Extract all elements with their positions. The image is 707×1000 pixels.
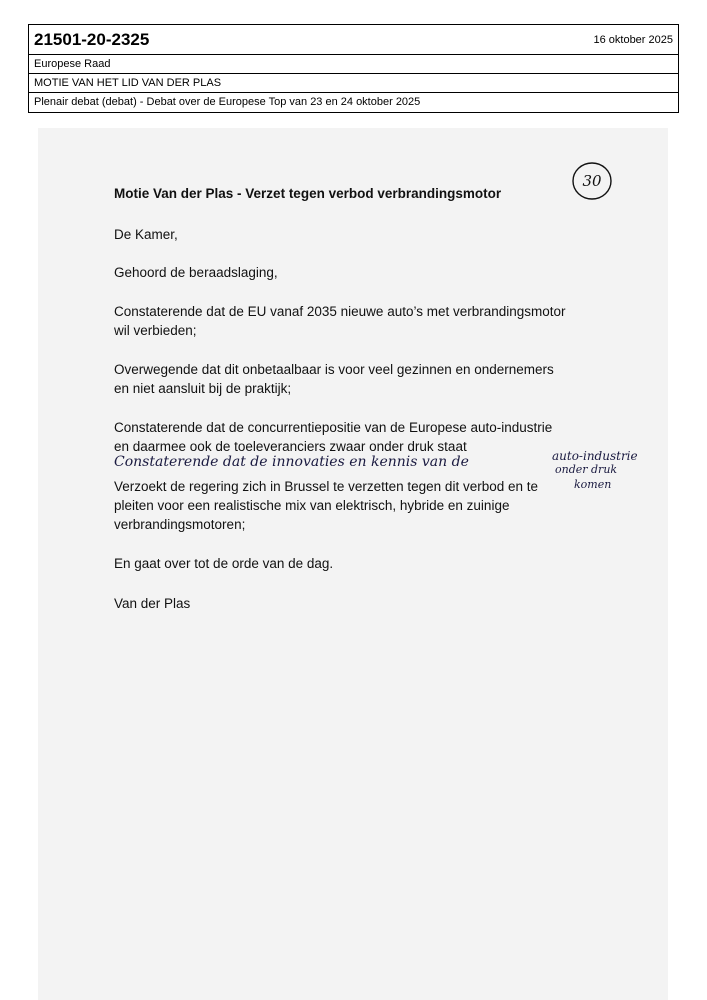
handwritten-addition: Constaterende dat de innovaties en kennis van de [114,454,469,470]
paragraph-1-line-2: wil verbieden; [114,323,197,338]
handwritten-margin-2: onder druk [555,463,618,476]
debate-row: Plenair debat (debat) - Debat over de Europese Top van 23 en 24 oktober 2025 [34,96,421,108]
salutation: De Kamer, [114,227,178,242]
paragraph-4-line-2: pleiten voor een realistische mix van elektrisch, hybride en zuinige [114,498,510,513]
committee-row: Europese Raad [29,55,678,74]
motion-type-row: MOTIE VAN HET LID VAN DER PLAS [29,74,678,93]
paragraph-3-line-1: Constaterende dat de concurrentiepositie van de Europese auto-industrie [114,420,553,435]
handwritten-margin-3: komen [574,478,612,491]
stamp-number: 30 [582,172,602,190]
paragraph-4-line-1: Verzoekt de regering zich in Brussel te verzetten tegen dit verbod en te [114,479,538,494]
motion-title: Motie Van der Plas - Verzet tegen verbod verbrandingsmotor [114,186,502,201]
signature: Van der Plas [114,596,191,611]
circled-number-stamp [571,160,613,202]
paragraph-4-line-3: verbrandingsmotoren; [114,517,246,532]
paragraph-3-line-2: en daarmee ook de toeleveranciers zwaar onder druk staat [114,439,467,454]
handwritten-margin-1: auto-industrie [552,449,638,463]
closing-line: En gaat over tot de orde van de dag. [114,556,334,571]
header-top-row [29,25,678,55]
document-date: 16 oktober 2025 [593,33,673,46]
paragraph-2-line-1: Overwegende dat dit onbetaalbaar is voor veel gezinnen en ondernemers [114,362,554,377]
paragraph-2-line-2: en niet aansluit bij de praktijk; [114,381,292,396]
document-header [28,24,679,113]
paragraph-1-line-1: Constaterende dat de EU vanaf 2035 nieuwe auto’s met verbrandingsmotor [114,304,566,319]
heard-line: Gehoord de beraadslaging, [114,265,278,280]
document-number: 21501-20-2325 [34,29,150,49]
